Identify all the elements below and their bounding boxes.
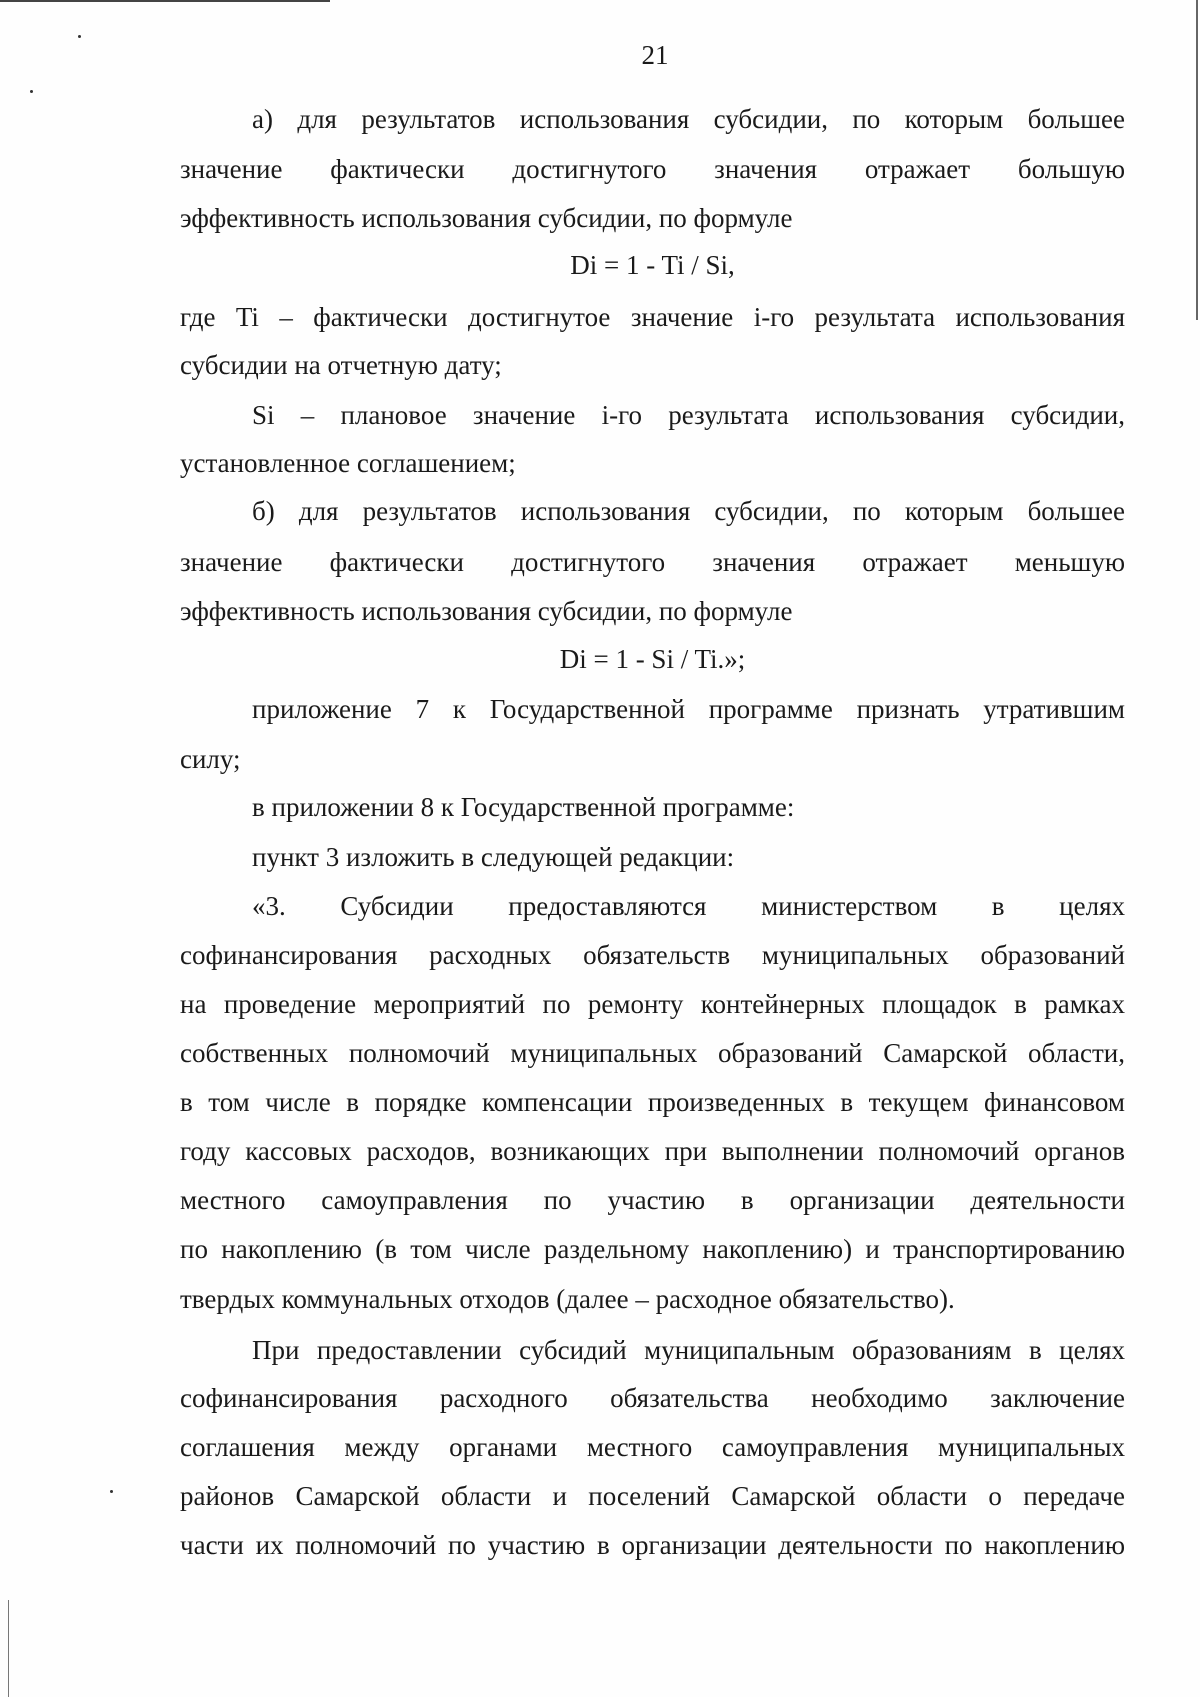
text-line: «3. Субсидии предоставляются министерством в целях [252, 891, 1125, 921]
text-line: эффективность использования субсидии, по формуле [180, 203, 793, 233]
text-line: в приложении 8 к Государственной программе: [252, 792, 795, 822]
text-line: районов Самарской области и поселений Самарской области о передаче [180, 1481, 1125, 1511]
text-line: где Ti – фактически достигнутое значение i-го результата использования [180, 302, 1125, 332]
text-line: соглашения между органами местного самоуправления муниципальных [180, 1432, 1125, 1462]
page-number: 21 [641, 40, 669, 70]
scan-edge-right [1196, 0, 1198, 320]
formula: Di = 1 - Si / Ti.»; [559, 644, 746, 674]
scan-edge-top [0, 0, 330, 2]
text-line: софинансирования расходных обязательств муниципальных образований [180, 940, 1125, 970]
scan-speck [78, 35, 81, 38]
text-line: собственных полномочий муниципальных образований Самарской области, [180, 1038, 1125, 1068]
text-line: значение фактически достигнутого значения отражает большую [180, 154, 1125, 184]
formula: Di = 1 - Ti / Si, [570, 250, 735, 280]
text-line: приложение 7 к Государственной программе признать утратившим [252, 694, 1125, 724]
text-line: софинансирования расходного обязательства необходимо заключение [180, 1383, 1125, 1413]
text-line: местного самоуправления по участию в организации деятельности [180, 1185, 1125, 1215]
text-line: б) для результатов использования субсидии, по которым большее [252, 496, 1125, 526]
text-line: При предоставлении субсидий муниципальным образованиям в целях [252, 1335, 1125, 1365]
text-line: в том числе в порядке компенсации произведенных в текущем финансовом [180, 1087, 1125, 1117]
text-line: на проведение мероприятий по ремонту контейнерных площадок в рамках [180, 989, 1125, 1019]
text-line: эффективность использования субсидии, по формуле [180, 596, 793, 626]
text-line: Si – плановое значение i-го результата использования субсидии, [252, 400, 1125, 430]
text-line: части их полномочий по участию в организации деятельности по накоплению [180, 1530, 1125, 1560]
scan-edge-left [8, 1600, 9, 1697]
text-line: силу; [180, 744, 241, 774]
text-line: году кассовых расходов, возникающих при выполнении полномочий органов [180, 1136, 1125, 1166]
text-line: субсидии на отчетную дату; [180, 350, 502, 380]
scan-speck [30, 90, 33, 93]
text-line: твердых коммунальных отходов (далее – расходное обязательство). [180, 1284, 955, 1314]
text-line: значение фактически достигнутого значения отражает меньшую [180, 547, 1125, 577]
text-line: по накоплению (в том числе раздельному накоплению) и транспортированию [180, 1234, 1125, 1264]
scan-speck [110, 1490, 113, 1493]
text-line: установленное соглашением; [180, 448, 516, 478]
text-line: а) для результатов использования субсидии, по которым большее [252, 104, 1125, 134]
text-line: пункт 3 изложить в следующей редакции: [252, 842, 735, 872]
